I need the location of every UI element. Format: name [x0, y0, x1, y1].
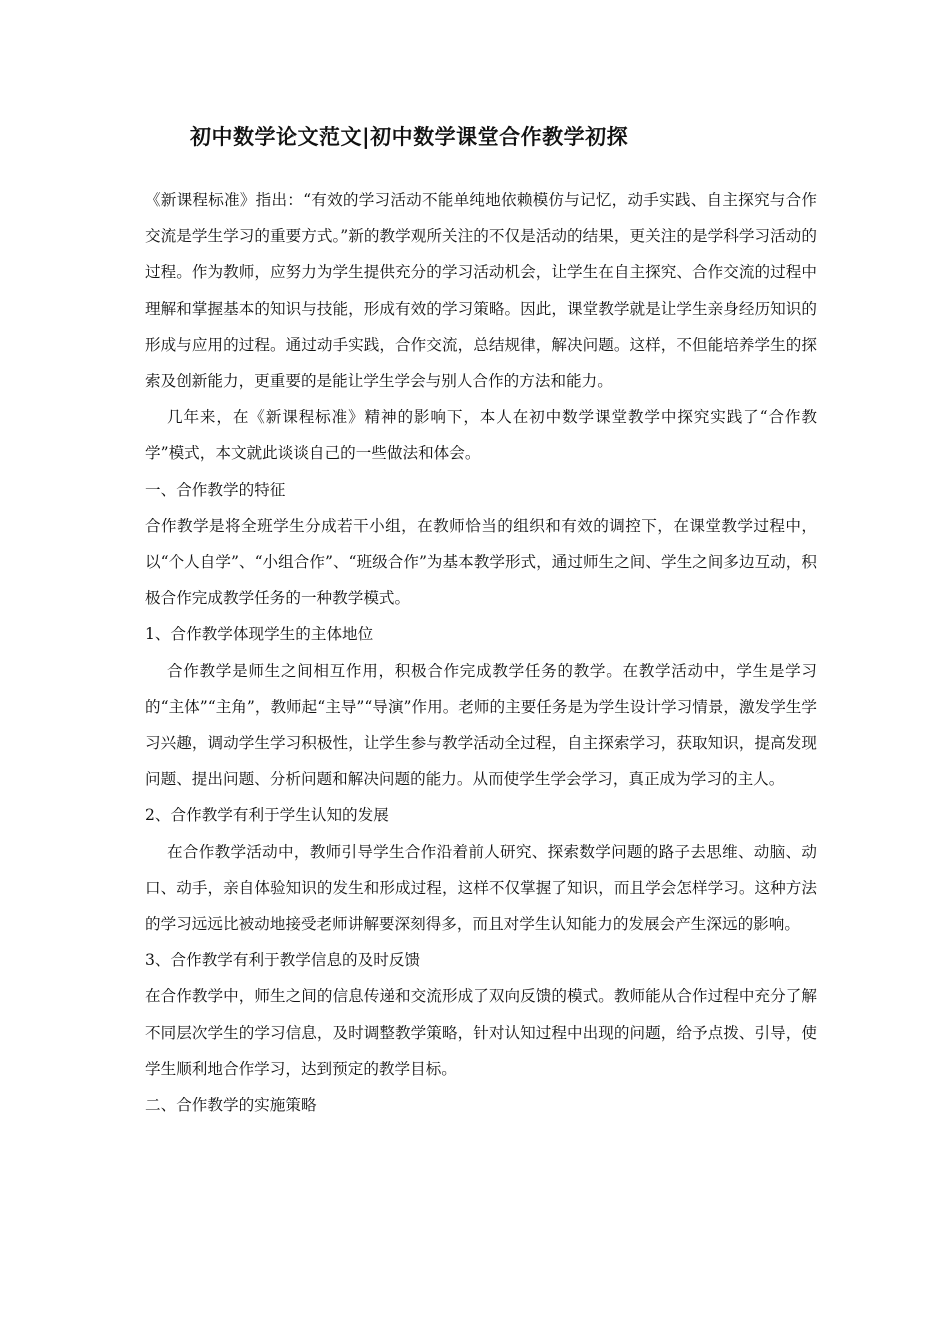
paragraph: 在合作教学活动中，教师引导学生合作沿着前人研究、探索数学问题的路子去思维、动脑、动口、动手，亲自体验知识的发生和形成过程，这样不仅掌握了知识，而且学会怎样学习。这种方法的学习远远比被动地接受老师讲解要深刻得多，而且对学生认知能力的发展会产生深远的影响。 [145, 842, 817, 934]
subsection-heading: 3、合作教学有利于教学信息的及时反馈 [145, 951, 421, 970]
paragraph: 合作教学是将全班学生分成若干小组，在教师恰当的组织和有效的调控下，在课堂教学过程中，以“个人自学”、“小组合作”、“班级合作”为基本教学形式，通过师生之间、学生之间多边互动，积极合作完成教学任务的一种教学模式。 [145, 516, 817, 608]
document-body [145, 182, 817, 1123]
section-heading: 一、合作教学的特征 [145, 480, 286, 499]
paragraph: 《新课程标准》指出：“有效的学习活动不能单纯地依赖模仿与记忆，动手实践、自主探究与合作交流是学生学习的重要方式。”新的教学观所关注的不仅是活动的结果，更关注的是学科学习活动的过程。作为教师，应努力为学生提供充分的学习活动机会，让学生在自主探究、合作交流的过程中理解和掌握基本的知识与技能，形成有效的学习策略。因此，课堂教学就是让学生亲身经历知识的形成与应用的过程。通过动手实践，合作交流，总结规律，解决问题。这样，不但能培养学生的探索及创新能力，更重要的是能让学生学会与别人合作的方法和能力。 [145, 191, 817, 391]
paragraph: 几年来，在《新课程标准》精神的影响下，本人在初中数学课堂教学中探究实践了“合作教学”模式，本文就此谈谈自己的一些做法和体会。 [145, 408, 817, 463]
paragraph: 在合作教学中，师生之间的信息传递和交流形成了双向反馈的模式。教师能从合作过程中充分了解不同层次学生的学习信息，及时调整教学策略，针对认知过程中出现的问题，给予点拨、引导，使学生顺利地合作学习，达到预定的教学目标。 [145, 987, 817, 1078]
section-heading: 二、合作教学的实施策略 [145, 1096, 317, 1115]
subsection-heading: 2、合作教学有利于学生认知的发展 [145, 806, 389, 825]
subsection-heading: 1、合作教学体现学生的主体地位 [145, 625, 374, 644]
document-title: 初中数学论文范文|初中数学课堂合作教学初探 [190, 125, 629, 149]
paragraph: 合作教学是师生之间相互作用，积极合作完成教学任务的教学。在教学活动中，学生是学习的“主体”“主角”，教师起“主导”“导演”作用。老师的主要任务是为学生设计学习情景，激发学生学习兴趣，调动学生学习积极性，让学生参与教学活动全过程，自主探索学习，获取知识，提高发现问题、提出问题、分析问题和解决问题的能力。从而使学生学会学习，真正成为学习的主人。 [145, 661, 817, 789]
